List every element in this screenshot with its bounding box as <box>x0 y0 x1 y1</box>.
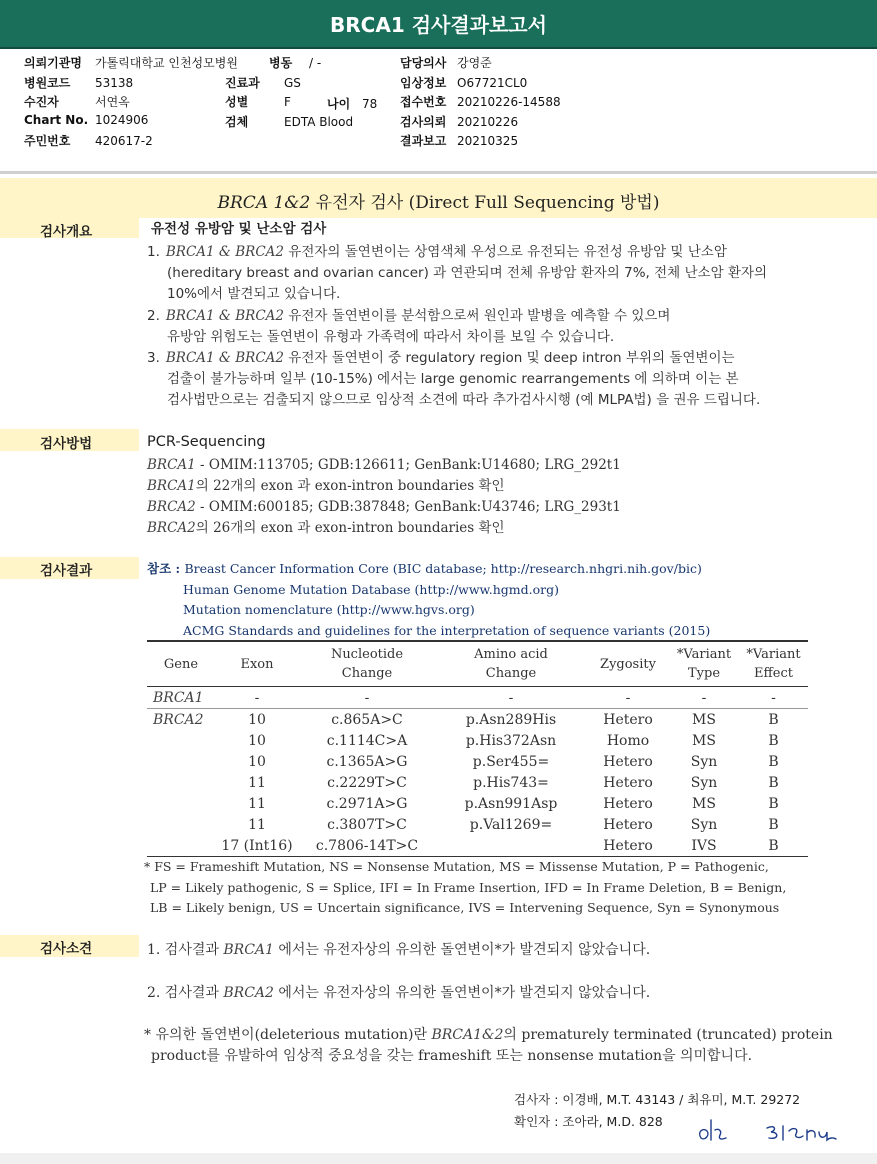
cell-eff: - <box>771 689 776 706</box>
opinion-label: 검사소견 <box>40 941 93 957</box>
info-label: 주민번호 <box>24 134 71 148</box>
info-label: 병동 <box>269 56 293 70</box>
signature-scribble <box>695 1116 845 1150</box>
info-value: / - <box>309 56 322 70</box>
info-row <box>400 113 518 130</box>
overview-line <box>167 263 767 284</box>
info-row <box>24 54 238 71</box>
opinion-note-line-2: product를 유발하여 임상적 중요성을 갖는 frameshift 또는 nonsense mutation을 의미합니다. <box>151 1048 753 1064</box>
reference-item <box>183 621 710 642</box>
table-row <box>147 772 808 793</box>
overview-text: 검사법만으로는 검출되지 않으므로 임상적 소견에 따라 추가검사시행 (예 MLPA법) 을 권유 드립니다. <box>167 392 761 409</box>
cell-exon: 10 <box>248 753 266 770</box>
opinion-1-pre: 1. 검사결과 <box>147 942 224 958</box>
method-text: 의 22개의 exon 과 exon-intron boundaries 확인 <box>195 478 505 494</box>
info-row <box>400 132 518 149</box>
cell-aa: p.Asn991Asp <box>464 795 558 812</box>
column-header-line-2: Type <box>687 666 721 681</box>
cell-type: Syn <box>690 816 718 833</box>
column-header-line-2: Effect <box>754 666 793 681</box>
opinion-2-pre: 2. 검사결과 <box>147 985 224 1001</box>
reference-text: Mutation nomenclature (http://www.hgvs.org) <box>183 602 475 618</box>
table-row <box>147 814 808 835</box>
cell-eff: B <box>768 732 779 749</box>
column-header-line-1: Zygosity <box>600 656 656 672</box>
cell-zyg: Hetero <box>603 816 653 833</box>
cell-aa: p.His372Asn <box>465 732 557 749</box>
cell-zyg: Hetero <box>603 711 653 728</box>
overview-label: 검사개요 <box>40 224 93 240</box>
info-label: 진료과 <box>225 75 260 90</box>
cell-gene <box>147 730 215 751</box>
cell-eff: B <box>768 816 779 833</box>
test-title-genes: BRCA 1&2 <box>217 193 311 213</box>
opinion-line-1 <box>147 940 650 961</box>
info-value: 53138 <box>95 75 134 90</box>
info-row <box>24 93 130 110</box>
column-header-line-1: Exon <box>240 656 274 672</box>
patient-info <box>24 54 864 154</box>
legend-line: LB = Likely benign, US = Uncertain significance, IVS = Intervening Sequence, Syn = Synonymous <box>150 900 780 915</box>
cell-aa: p.Asn289His <box>465 711 557 728</box>
reference-item <box>147 559 702 580</box>
cell-aa: p.Val1269= <box>469 816 553 833</box>
cell-type: MS <box>692 732 716 749</box>
info-label: 결과보고 <box>400 134 447 148</box>
info-label: 담당의사 <box>400 56 447 70</box>
column-header <box>147 642 215 687</box>
overview-genes: BRCA1 & BRCA2 <box>165 350 284 366</box>
cell-exon: 17 (Int16) <box>221 837 293 854</box>
info-value: F <box>284 95 291 109</box>
info-value: 20210226 <box>457 114 519 129</box>
overview-line <box>147 306 670 327</box>
info-row <box>24 132 153 149</box>
info-label: 성별 <box>225 95 249 109</box>
cell-nuc: c.2971A>G <box>326 795 408 812</box>
method-line <box>147 497 621 518</box>
overview-text: 유방암 위험도는 돌연변이 유형과 가족력에 따라서 차이를 보일 수 있습니다. <box>167 328 615 345</box>
cell-aa: p.Ser455= <box>472 753 550 770</box>
opinion-2-post: 에서는 유전자상의 유의한 돌연변이*가 발견되지 않았습니다. <box>273 985 651 1001</box>
column-header <box>299 642 435 687</box>
info-row <box>269 54 321 71</box>
opinion-1-gene: BRCA1 <box>223 942 274 958</box>
cell-type: MS <box>692 795 716 812</box>
age-value: 78 <box>362 97 378 111</box>
reference-item <box>183 580 559 601</box>
cell-gene: BRCA2 <box>153 711 204 728</box>
table-row <box>147 751 808 772</box>
table-row <box>147 730 808 751</box>
cell-exon: 10 <box>248 732 266 749</box>
cell-type: Syn <box>690 774 718 791</box>
info-label: 검체 <box>225 114 249 129</box>
info-value: EDTA Blood <box>284 114 354 129</box>
info-label: 접수번호 <box>400 95 447 109</box>
cell-nuc: c.865A>C <box>331 711 403 728</box>
cell-aa: p.His743= <box>473 774 549 791</box>
table-row <box>147 793 808 814</box>
method-gene: BRCA2 <box>147 520 196 536</box>
column-header-line-2: Change <box>485 666 537 681</box>
cell-exon: - <box>254 689 260 706</box>
info-value: 420617-2 <box>95 134 153 148</box>
method-gene: BRCA1 <box>147 457 196 473</box>
cell-exon: 11 <box>248 774 266 791</box>
reference-item <box>183 600 475 621</box>
opinion-1-post: 에서는 유전자상의 유의한 돌연변이*가 발견되지 않았습니다. <box>273 942 651 958</box>
cell-gene <box>147 814 215 835</box>
overview-line <box>147 348 735 369</box>
cell-nuc: c.1114C>A <box>326 732 408 749</box>
info-row <box>225 93 291 110</box>
overview-genes: BRCA1 & BRCA2 <box>165 244 284 260</box>
cell-exon: 10 <box>248 711 266 728</box>
column-header <box>669 642 739 687</box>
info-value: 강영준 <box>457 56 492 70</box>
overview-text: 검출이 불가능하며 일부 (10-15%) 에서는 large genomic rearrangements 에 의하며 이는 본 <box>167 371 739 388</box>
cell-exon: 11 <box>248 795 266 812</box>
age-field <box>327 95 377 112</box>
divider <box>0 171 877 174</box>
legend-line: LP = Likely pathogenic, S = Splice, IFI = In Frame Insertion, IFD = In Frame Deletion, B = Benign, <box>150 879 787 895</box>
reference-text: ACMG Standards and guidelines for the interpretation of sequence variants (2015) <box>183 623 711 639</box>
legend-line: * FS = Frameshift Mutation, NS = Nonsense Mutation, MS = Missense Mutation, P = Pathogenic, <box>144 859 769 874</box>
column-header-line-1: *Variant <box>746 647 801 662</box>
info-label: 의뢰기관명 <box>24 56 82 70</box>
cell-type: Syn <box>690 753 718 770</box>
cell-eff: B <box>768 711 779 728</box>
cell-type: IVS <box>691 837 717 854</box>
cell-eff: B <box>768 837 779 854</box>
handwritten-signature <box>695 1116 845 1154</box>
cell-aa <box>435 835 587 857</box>
info-label: 수진자 <box>24 95 59 109</box>
opinion-note-line-1 <box>144 1025 869 1046</box>
info-label: 임상정보 <box>400 75 447 90</box>
method-line <box>147 455 621 476</box>
note-genes: BRCA1&2 <box>431 1027 504 1043</box>
overview-line <box>147 242 727 263</box>
note-pre: * 유의한 돌연변이(deleterious mutation)란 <box>144 1027 432 1043</box>
cell-nuc: c.3807T>C <box>327 816 407 833</box>
method-gene: BRCA2 <box>147 499 196 515</box>
overview-text: 10%에서 발견되고 있습니다. <box>167 286 341 303</box>
reference-text: Human Genome Mutation Database (http://www.hgmd.org) <box>183 581 560 597</box>
results-label: 검사결과 <box>40 563 93 579</box>
cell-gene <box>147 751 215 772</box>
cell-zyg: Hetero <box>603 837 653 854</box>
table-row <box>147 687 808 709</box>
table-header-row <box>147 642 808 687</box>
cell-nuc: c.2229T>C <box>327 774 407 791</box>
reference-prefix: 참조 : <box>147 561 185 576</box>
opinion-note <box>144 1025 869 1067</box>
results-table-wrap <box>147 642 808 857</box>
column-header <box>587 642 669 687</box>
cell-nuc: c.1365A>G <box>326 753 408 770</box>
cell-gene <box>147 835 215 857</box>
cell-eff: B <box>768 795 779 812</box>
column-header <box>215 642 299 687</box>
cell-nuc: - <box>364 689 370 706</box>
cell-nuc: c.7806-14T>C <box>315 837 419 854</box>
opinion-2-gene: BRCA2 <box>223 985 274 1001</box>
info-row <box>400 93 561 110</box>
examiner-line: 검사자 : 이경배, M.T. 43143 / 최유미, M.T. 29272 <box>514 1092 801 1107</box>
results-table <box>147 642 808 857</box>
overview-number: 1. <box>147 244 160 260</box>
overview-line <box>167 390 760 411</box>
cell-exon: 11 <box>248 816 266 833</box>
info-row <box>225 74 301 91</box>
cell-aa: - <box>508 689 514 706</box>
method-label: 검사방법 <box>40 436 93 452</box>
column-header-line-1: Gene <box>163 656 199 672</box>
cell-zyg: Hetero <box>603 774 653 791</box>
cell-zyg: Hetero <box>603 795 653 812</box>
method-text: 의 26개의 exon 과 exon-intron boundaries 확인 <box>195 520 505 536</box>
column-header-line-2: Change <box>341 666 393 681</box>
cell-zyg: Hetero <box>603 753 653 770</box>
cell-zyg: Homo <box>606 732 650 749</box>
overview-text: 유전자 돌연변이를 분석함으로써 원인과 발병을 예측할 수 있으며 <box>284 307 671 324</box>
cell-gene: BRCA1 <box>153 689 204 706</box>
overview-heading: 유전성 유방암 및 난소암 검사 <box>151 221 327 237</box>
column-header-line-1: Amino acid <box>474 647 548 662</box>
info-value: 20210226-14588 <box>457 95 561 109</box>
info-value: 가톨릭대학교 인천성모병원 <box>95 56 238 70</box>
info-value: 20210325 <box>457 134 519 148</box>
info-row <box>400 74 527 91</box>
method-text: - OMIM:113705; GDB:126611; GenBank:U14680; LRG_292t1 <box>195 457 621 473</box>
page-bottom-bar <box>0 1153 877 1164</box>
info-value: 서연옥 <box>95 95 130 109</box>
table-row <box>147 835 808 857</box>
info-value: 1024906 <box>95 112 149 127</box>
table-row <box>147 709 808 731</box>
overview-genes: BRCA1 & BRCA2 <box>165 307 284 324</box>
info-row <box>225 113 353 130</box>
column-header <box>739 642 808 687</box>
cell-type: - <box>701 689 707 706</box>
cell-eff: B <box>768 753 779 770</box>
overview-text: 유전자 돌연변이 중 regulatory region 및 deep intron 부위의 돌연변이는 <box>284 350 735 366</box>
info-label: 검사의뢰 <box>400 114 447 129</box>
cell-type: MS <box>692 711 716 728</box>
info-row <box>400 54 492 71</box>
method-line <box>147 518 505 539</box>
overview-line <box>167 327 614 348</box>
info-value: O67721CL0 <box>457 75 528 90</box>
age-label: 나이 <box>327 97 351 111</box>
cell-gene <box>147 793 215 814</box>
opinion-line-2 <box>147 983 650 1004</box>
cell-gene <box>147 772 215 793</box>
info-label: 병원코드 <box>24 75 71 90</box>
overview-line <box>167 284 340 305</box>
info-label: Chart No. <box>24 112 89 127</box>
note-post: 의 prematurely terminated (truncated) protein <box>503 1027 833 1043</box>
overview-number: 3. <box>147 350 160 366</box>
reference-text: Breast Cancer Information Core (BIC database; http://research.nhgri.nih.gov/bic) <box>184 561 702 576</box>
test-title-rest: 유전자 검사 (Direct Full Sequencing 방법) <box>310 193 660 213</box>
test-title <box>0 188 877 213</box>
cell-zyg: - <box>625 689 631 706</box>
method-line <box>147 476 505 497</box>
overview-text: 유전자의 돌연변이는 상염색체 우성으로 유전되는 유전성 유방암 및 난소암 <box>284 244 727 260</box>
report-title: BRCA1 검사결과보고서 <box>0 0 877 49</box>
info-row <box>24 113 148 127</box>
method-text: - OMIM:600185; GDB:387848; GenBank:U43746; LRG_293t1 <box>195 499 621 515</box>
info-row <box>24 74 133 91</box>
method-gene: BRCA1 <box>147 478 196 494</box>
overview-number: 2. <box>147 307 160 324</box>
overview-text: (hereditary breast and ovarian cancer) 과 연관되며 전체 유방암 환자의 7%, 전체 난소암 환자의 <box>167 265 768 282</box>
overview-line <box>167 369 739 390</box>
info-value: GS <box>284 75 301 90</box>
column-header <box>435 642 587 687</box>
column-header-line-1: *Variant <box>676 647 732 662</box>
method-heading: PCR-Sequencing <box>147 434 266 450</box>
column-header-line-1: Nucleotide <box>330 647 404 662</box>
confirmer-line: 확인자 : 조아라, M.D. 828 <box>514 1114 663 1129</box>
cell-eff: B <box>768 774 779 791</box>
